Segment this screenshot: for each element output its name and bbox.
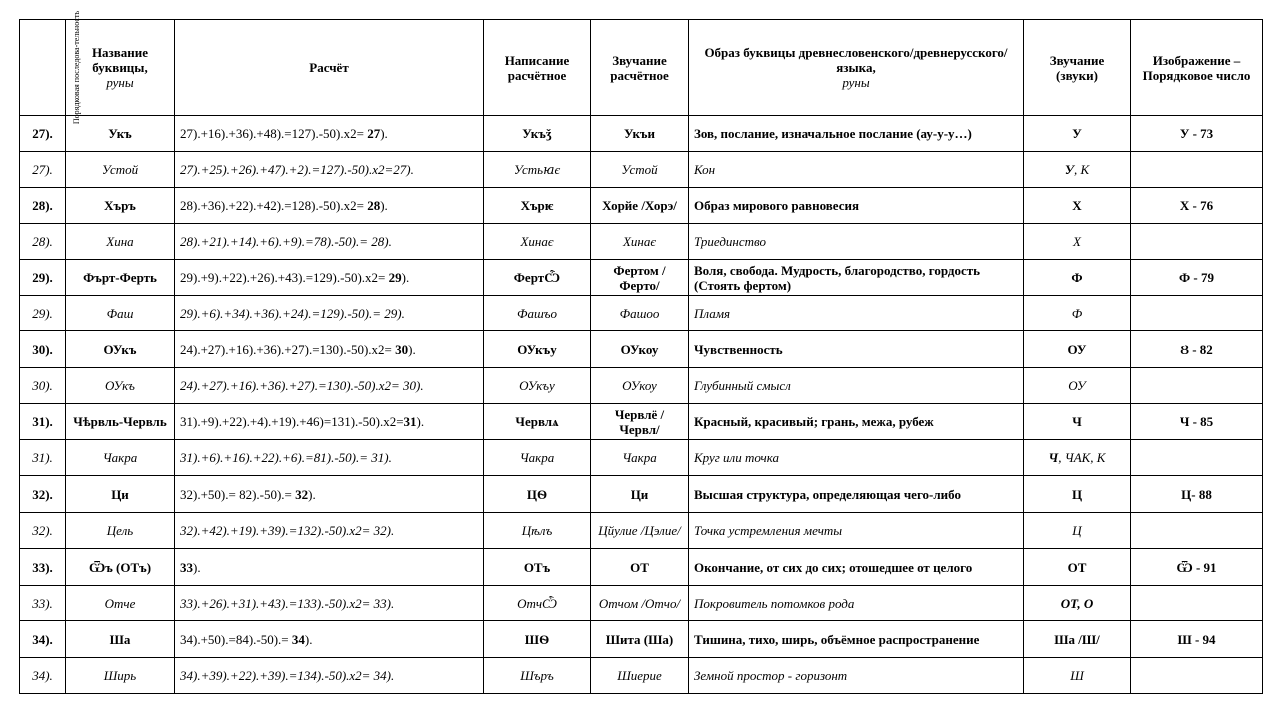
- image-cell: Высшая структура, определяющая чего-либо: [689, 476, 1024, 513]
- writing-cell: ОУкъу: [484, 331, 591, 368]
- sound-cell: Цйулие /Цэлие/: [591, 513, 689, 549]
- calc-cell: 33).: [175, 549, 484, 586]
- name-cell: Хъръ: [66, 188, 175, 224]
- number-cell: Х - 76: [1131, 188, 1263, 224]
- ord-cell: 29).: [20, 296, 66, 331]
- table-row: [20, 331, 1263, 368]
- calc-cell: 33).+26).+31).+43).=133).-50).x2= 33).: [175, 586, 484, 621]
- sound-cell: Фашоо: [591, 296, 689, 331]
- sound-cell: Хинає: [591, 224, 689, 260]
- sounds-cell: ОУ: [1024, 331, 1131, 368]
- table-row: [20, 440, 1263, 476]
- sounds-cell: Ч: [1024, 404, 1131, 440]
- number-cell: Ч - 85: [1131, 404, 1263, 440]
- sound-cell: ОТ: [591, 549, 689, 586]
- calc-cell: 32).+50).= 82).-50).= 32).: [175, 476, 484, 513]
- sound-cell: ОУкоу: [591, 368, 689, 404]
- writing-cell: Шъръ: [484, 658, 591, 694]
- name-cell: Отче: [66, 586, 175, 621]
- name-cell: Устой: [66, 152, 175, 188]
- sound-cell: Укъи: [591, 116, 689, 152]
- number-cell: Ф - 79: [1131, 260, 1263, 296]
- sounds-cell: Ч, ЧАК, К: [1024, 440, 1131, 476]
- image-cell: Образ мирового равновесия: [689, 188, 1024, 224]
- number-cell: [1131, 586, 1263, 621]
- image-cell: Глубинный смысл: [689, 368, 1024, 404]
- number-cell: [1131, 224, 1263, 260]
- calc-cell: 31).+6).+16).+22).+6).=81).-50).= 31).: [175, 440, 484, 476]
- calc-cell: 28).+36).+22).+42).=128).-50).x2= 28).: [175, 188, 484, 224]
- sound-cell: Чакра: [591, 440, 689, 476]
- sounds-cell: Ф: [1024, 296, 1131, 331]
- table-row: [20, 224, 1263, 260]
- table-row: [20, 586, 1263, 621]
- header-sounds: Звучание (звуки): [1024, 20, 1131, 116]
- ord-cell: 30).: [20, 368, 66, 404]
- name-cell: Фърт-Ферть: [66, 260, 175, 296]
- number-cell: [1131, 152, 1263, 188]
- image-cell: Красный, красивый; грань, межа, рубеж: [689, 404, 1024, 440]
- table-row: [20, 116, 1263, 152]
- ord-cell: 28).: [20, 224, 66, 260]
- ord-cell: 27).: [20, 116, 66, 152]
- ord-cell: 34).: [20, 621, 66, 658]
- sound-cell: ОУкоу: [591, 331, 689, 368]
- image-cell: Воля, свобода. Мудрость, благородство, гордость (Стоять фертом): [689, 260, 1024, 296]
- calc-cell: 28).+21).+14).+6).+9).=78).-50).= 28).: [175, 224, 484, 260]
- ord-cell: 33).: [20, 586, 66, 621]
- letters-table: [19, 10, 1263, 694]
- sound-cell: Устой: [591, 152, 689, 188]
- image-cell: Земной простор - горизонт: [689, 658, 1024, 694]
- ord-cell: 27).: [20, 152, 66, 188]
- image-cell: Триединство: [689, 224, 1024, 260]
- name-cell: Ша: [66, 621, 175, 658]
- table-row: [20, 296, 1263, 331]
- sound-cell: Шита (Ша): [591, 621, 689, 658]
- ord-cell: 28).: [20, 188, 66, 224]
- writing-cell: ОтчѼ: [484, 586, 591, 621]
- name-cell: Ѿъ (ОТъ): [66, 549, 175, 586]
- table-row: [20, 404, 1263, 440]
- sound-cell: Хорйе /Хорэ/: [591, 188, 689, 224]
- calc-cell: 27).+16).+36).+48).=127).-50).x2= 27).: [175, 116, 484, 152]
- number-cell: Ѿ - 91: [1131, 549, 1263, 586]
- calc-cell: 32).+42).+19).+39).=132).-50).x2= 32).: [175, 513, 484, 549]
- name-cell: Цель: [66, 513, 175, 549]
- header-name: Название буквицы, руны: [66, 20, 175, 116]
- image-cell: Окончание, от сих до сих; отошедшее от целого: [689, 549, 1024, 586]
- header-image: Образ буквицы древнесловенского/древнерусского/языка, руны: [689, 20, 1024, 116]
- writing-cell: Цѣлъ: [484, 513, 591, 549]
- ord-cell: 31).: [20, 440, 66, 476]
- image-cell: Зов, послание, изначальное послание (ау-у-у…): [689, 116, 1024, 152]
- name-cell: Чакра: [66, 440, 175, 476]
- sound-cell: Отчом /Отчо/: [591, 586, 689, 621]
- image-cell: Чувственность: [689, 331, 1024, 368]
- calc-cell: 24).+27).+16).+36).+27).=130).-50).x2= 30).: [175, 368, 484, 404]
- sounds-cell: ОТ: [1024, 549, 1131, 586]
- table-row: [20, 621, 1263, 658]
- writing-cell: ЦѲ: [484, 476, 591, 513]
- ord-cell: 29).: [20, 260, 66, 296]
- table-row: [20, 152, 1263, 188]
- sounds-cell: У, К: [1024, 152, 1131, 188]
- ord-cell: 33).: [20, 549, 66, 586]
- number-cell: Ш - 94: [1131, 621, 1263, 658]
- sounds-cell: Ф: [1024, 260, 1131, 296]
- table-row: [20, 188, 1263, 224]
- image-cell: Кон: [689, 152, 1024, 188]
- calc-cell: 29).+9).+22).+26).+43).=129).-50).x2= 29).: [175, 260, 484, 296]
- header-sound: Звучание расчётное: [591, 20, 689, 116]
- name-cell: ОУкъ: [66, 368, 175, 404]
- writing-cell: ФертѼ: [484, 260, 591, 296]
- sound-cell: Фертом /Ферто/: [591, 260, 689, 296]
- sounds-cell: Ша /Ш/: [1024, 621, 1131, 658]
- image-cell: Точка устремления мечты: [689, 513, 1024, 549]
- calc-cell: 34).+39).+22).+39).=134).-50).x2= 34).: [175, 658, 484, 694]
- name-cell: Хина: [66, 224, 175, 260]
- writing-cell: Фашъо: [484, 296, 591, 331]
- writing-cell: Червлѧ: [484, 404, 591, 440]
- name-cell: Чѣрвль-Червль: [66, 404, 175, 440]
- writing-cell: Укъǯ: [484, 116, 591, 152]
- writing-cell: Чакра: [484, 440, 591, 476]
- sounds-cell: ОТ, О: [1024, 586, 1131, 621]
- sounds-cell: Ш: [1024, 658, 1131, 694]
- number-cell: Ȣ - 82: [1131, 331, 1263, 368]
- sounds-cell: ОУ: [1024, 368, 1131, 404]
- image-cell: Пламя: [689, 296, 1024, 331]
- header-calc: Расчёт: [175, 20, 484, 116]
- number-cell: [1131, 440, 1263, 476]
- writing-cell: ОУкъу: [484, 368, 591, 404]
- writing-cell: ШѲ: [484, 621, 591, 658]
- number-cell: [1131, 658, 1263, 694]
- sounds-cell: Х: [1024, 224, 1131, 260]
- number-cell: [1131, 296, 1263, 331]
- calc-cell: 31).+9).+22).+4).+19).+46)=131).-50).x2=31).: [175, 404, 484, 440]
- name-cell: Ширь: [66, 658, 175, 694]
- table-row: [20, 513, 1263, 549]
- image-cell: Покровитель потомков рода: [689, 586, 1024, 621]
- number-cell: У - 73: [1131, 116, 1263, 152]
- calc-cell: 24).+27).+16).+36).+27).=130).-50).x2= 30).: [175, 331, 484, 368]
- sound-cell: Червлё /Червл/: [591, 404, 689, 440]
- ord-cell: 32).: [20, 476, 66, 513]
- number-cell: [1131, 368, 1263, 404]
- image-cell: Тишина, тихо, ширь, объёмное распространение: [689, 621, 1024, 658]
- calc-cell: 29).+6).+34).+36).+24).=129).-50).= 29).: [175, 296, 484, 331]
- ord-cell: 32).: [20, 513, 66, 549]
- name-cell: Фаш: [66, 296, 175, 331]
- sound-cell: Ци: [591, 476, 689, 513]
- name-cell: Укъ: [66, 116, 175, 152]
- writing-cell: Устьꙗє: [484, 152, 591, 188]
- ord-cell: 34).: [20, 658, 66, 694]
- writing-cell: Хърѥ: [484, 188, 591, 224]
- header-writing: Написание расчётное: [484, 20, 591, 116]
- sounds-cell: Ц: [1024, 513, 1131, 549]
- table-row: [20, 476, 1263, 513]
- sounds-cell: У: [1024, 116, 1131, 152]
- table-row: [20, 368, 1263, 404]
- writing-cell: Хинає: [484, 224, 591, 260]
- header-row: [20, 20, 1263, 116]
- header-number: Изображение – Порядковое число: [1131, 20, 1263, 116]
- ord-cell: 31).: [20, 404, 66, 440]
- ord-cell: 30).: [20, 331, 66, 368]
- header-ord: Порядковая последова-тельность: [20, 20, 66, 116]
- sounds-cell: Ц: [1024, 476, 1131, 513]
- name-cell: Ци: [66, 476, 175, 513]
- name-cell: ОУкъ: [66, 331, 175, 368]
- image-cell: Круг или точка: [689, 440, 1024, 476]
- sound-cell: Шиерие: [591, 658, 689, 694]
- writing-cell: ОТъ: [484, 549, 591, 586]
- number-cell: Ц- 88: [1131, 476, 1263, 513]
- table-row: [20, 549, 1263, 586]
- sounds-cell: Х: [1024, 188, 1131, 224]
- table-row: [20, 658, 1263, 694]
- calc-cell: 27).+25).+26).+47).+2).=127).-50).x2=27).: [175, 152, 484, 188]
- table-row: [20, 260, 1263, 296]
- number-cell: [1131, 513, 1263, 549]
- calc-cell: 34).+50).=84).-50).= 34).: [175, 621, 484, 658]
